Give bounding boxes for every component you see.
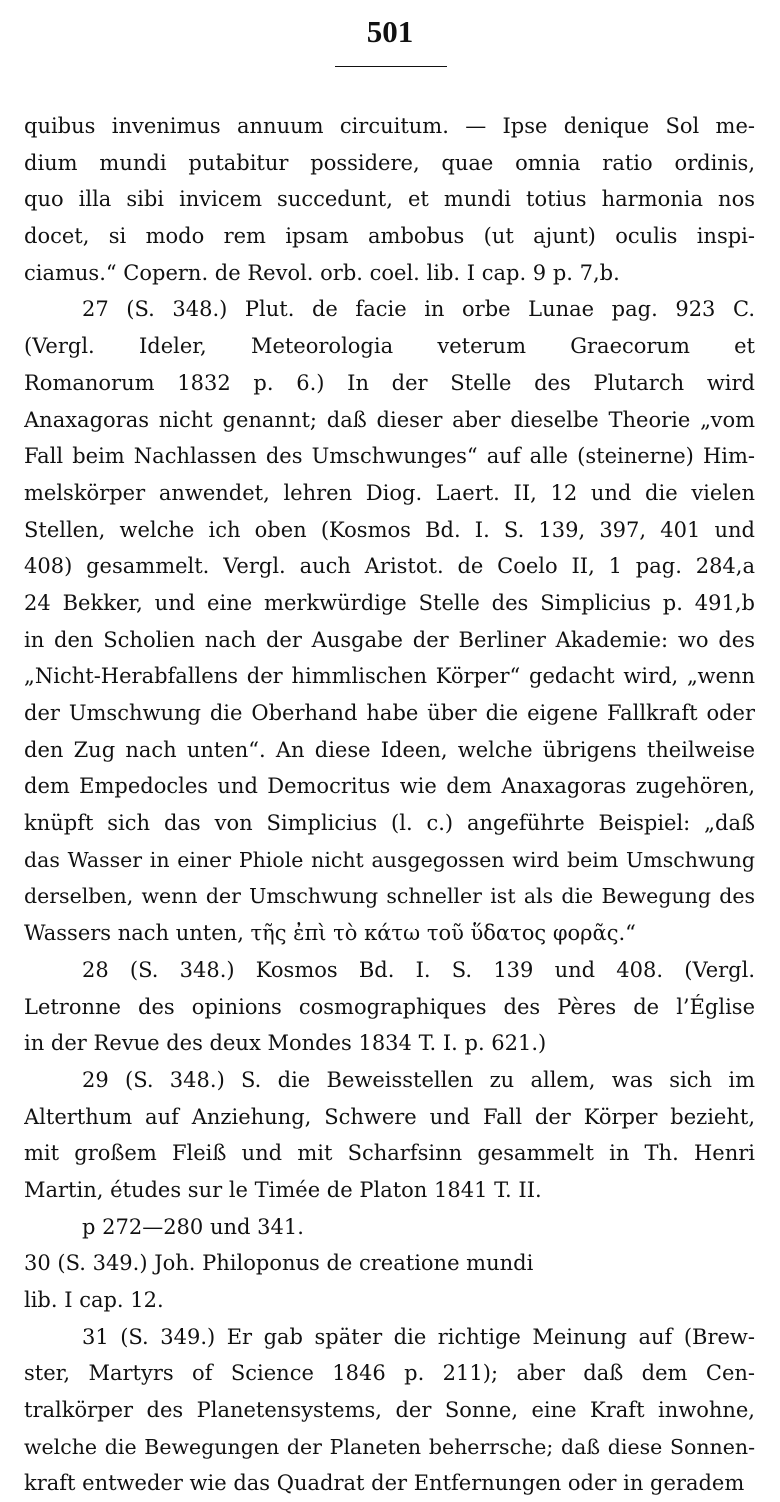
text-line: in den Scholien nach der Ausgabe der Berliner Akademie: wo des — [24, 627, 755, 652]
text-line: Letronne des opinions cosmographiques des Pères de l’Église — [24, 994, 755, 1019]
text-line: kraft entweder wie das Quadrat der Entfernungen oder in geradem — [24, 1471, 745, 1496]
text-line: das Wasser in einer Phiole nicht ausgegossen wird beim Umschwung — [24, 847, 755, 872]
text-line: ciamus.“ Copern. de Revol. orb. coel. lib. I cap. 9 p. 7,b. — [24, 260, 620, 285]
text-line: 28 (S. 348.) Kosmos Bd. I. S. 139 und 408. (Vergl. — [82, 957, 755, 982]
text-line: dem Empedocles und Democritus wie dem Anaxagoras zugehören, — [24, 774, 755, 799]
text-line: p 272—280 und 341. — [82, 1214, 304, 1239]
text-line: den Zug nach unten“. An diese Ideen, welche übrigens theilweise — [24, 737, 755, 762]
text-line: Martin, études sur le Timée de Platon 1841 T. II. — [24, 1177, 542, 1202]
text-line: (Vergl. Ideler, Meteorologia veterum Graecorum et — [24, 334, 755, 359]
text-line: mit großem Fleiß und mit Scharfsinn gesammelt in Th. Henri — [24, 1141, 755, 1166]
text-line: Wassers nach unten, τῆς ἐπὶ τὸ κάτω τοῦ ὕδατος φορᾶς.“ — [24, 921, 636, 946]
text-line: 24 Bekker, und eine merkwürdige Stelle des Simplicius p. 491,b — [24, 590, 755, 615]
text-line: 31 (S. 349.) Er gab später die richtige Meinung auf (Brew- — [82, 1324, 755, 1349]
text-line: quo illa sibi invicem succedunt, et mundi totius harmonia nos — [24, 187, 755, 212]
body-text — [24, 108, 755, 1502]
text-line: docet, si modo rem ipsam ambobus (ut ajunt) oculis inspi- — [24, 224, 755, 249]
text-line: knüpft sich das von Simplicius (l. c.) angeführte Beispiel: „daß — [24, 811, 755, 836]
text-line: 27 (S. 348.) Plut. de facie in orbe Lunae pag. 923 C. — [82, 297, 755, 322]
text-line: quibus invenimus annuum circuitum. — Ipse denique Sol me- — [24, 114, 755, 138]
text-line: ster, Martyrs of Science 1846 p. 211); aber daß dem Cen- — [24, 1361, 755, 1386]
header-rule — [335, 66, 447, 67]
text-line: lib. I cap. 12. — [24, 1288, 164, 1312]
text-line: tralkörper des Planetensystems, der Sonne, eine Kraft inwohne, — [24, 1398, 755, 1423]
text-line: Alterthum auf Anziehung, Schwere und Fall der Körper bezieht, — [24, 1104, 755, 1129]
text-line: Fall beim Nachlassen des Umschwunges“ auf alle (steinerne) Him- — [24, 444, 755, 469]
text-line: „Nicht-Herabfallens der himmlischen Körper“ gedacht wird, „wenn — [24, 664, 755, 689]
page-number: 501 — [366, 14, 414, 49]
text-line: Anaxagoras nicht genannt; daß dieser aber dieselbe Theorie „vom — [24, 407, 755, 432]
text-line: derselben, wenn der Umschwung schneller ist als die Bewegung des — [24, 884, 755, 909]
text-line: in der Revue des deux Mondes 1834 T. I. p. 621.) — [24, 1031, 547, 1056]
text-line: welche die Bewegungen der Planeten beherrsche; daß diese Sonnen- — [24, 1434, 755, 1459]
text-line: Stellen, welche ich oben (Kosmos Bd. I. S. 139, 397, 401 und — [24, 517, 755, 542]
text-line: 408) gesammelt. Vergl. auch Aristot. de Coelo II, 1 pag. 284,a — [24, 554, 755, 579]
text-line: dium mundi putabitur possidere, quae omnia ratio ordinis, — [24, 150, 755, 175]
text-line: 30 (S. 349.) Joh. Philoponus de creatione mundi — [24, 1251, 534, 1276]
text-line: 29 (S. 348.) S. die Beweisstellen zu allem, was sich im — [82, 1067, 755, 1092]
text-line: melskörper anwendet, lehren Diog. Laert. II, 12 und die vielen — [24, 480, 755, 505]
text-line: der Umschwung die Oberhand habe über die eigene Fallkraft oder — [24, 701, 755, 725]
text-line: Romanorum 1832 p. 6.) In der Stelle des Plutarch wird — [24, 370, 755, 395]
